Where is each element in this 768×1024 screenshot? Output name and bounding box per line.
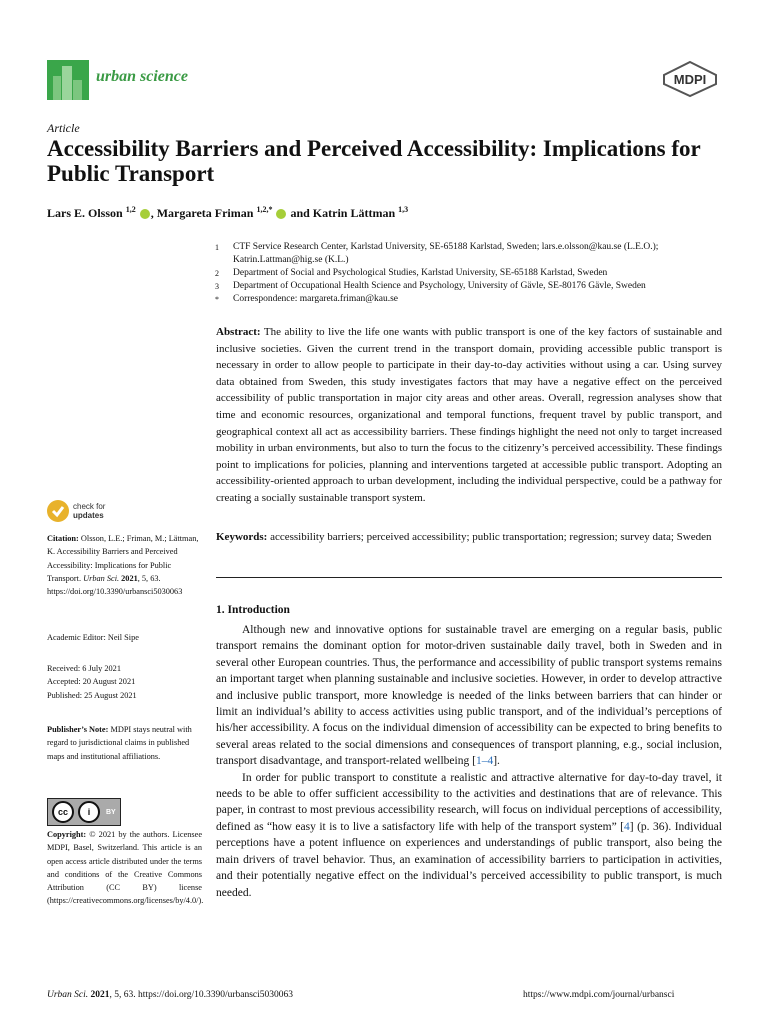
- publisher-note: [47, 723, 202, 763]
- check-updates-line1: check for: [73, 502, 106, 511]
- affiliation-number: *: [215, 295, 219, 304]
- author-affil: 1,2: [125, 205, 136, 214]
- affiliation-text: Department of Social and Psychological Studies, Karlstad University, SE-65188 Karlstad, Sweden: [233, 268, 608, 278]
- copyright: [47, 828, 202, 908]
- academic-editor: Academic Editor: Neil Sipe: [47, 633, 139, 642]
- keywords-label: Keywords:: [216, 531, 268, 543]
- copyright-text: © 2021 by the authors. Licensee MDPI, Basel, Switzerland. This article is an open access article distributed under the terms and conditions of the Creative Commons Attribution (CC BY) license (https://creativecommons.org/licenses/by/4.0/).: [47, 830, 204, 906]
- paragraph-text: Although new and innovative options for sustainable travel are emerging on a regular basis, public transport remains the dominant option for motor-driven sustainable daily travel, both in Sweden and in several other European countries. Thus, the performance and accessibility of public transport systems remains an important target when planning sustainable and inclusive societies. However, in order to develop attractive and inclusive public transport, more knowledge is needed of the links between barriers that can hinder or limit an individual’s ability to access activities using public transport, and of the individual’s perceptions of his/her accessibility. A focus on the individual dimension of accessibility can be expected to bring benefits to several areas related to the social dimensions and consequences of transport planning, e.g., social inclusion, transport disadvantage, and transport-related wellbeing [: [216, 624, 722, 768]
- affiliation-item: [215, 280, 725, 293]
- check-for-updates[interactable]: [47, 500, 105, 522]
- orcid-icon[interactable]: [276, 209, 286, 219]
- dates: [47, 662, 202, 702]
- cc-by-label: BY: [106, 808, 116, 816]
- citation-link[interactable]: 1–4: [475, 755, 494, 768]
- citation-year: 2021: [121, 573, 138, 583]
- accepted-date: Accepted: 20 August 2021: [47, 677, 136, 687]
- affiliation-text: Department of Occupational Health Science and Psychology, University of Gävle, SE-80176 Gävle, Sweden: [233, 281, 646, 291]
- affiliation-text: CTF Service Research Center, Karlstad University, SE-65188 Karlstad, Sweden; lars.e.olsson@kau.se (L.E.O.); Katrin.Lattman@hig.se (K.L.): [233, 242, 659, 265]
- journal-name: urban science: [96, 68, 188, 85]
- author-name: and Katrin Lättman: [290, 206, 396, 220]
- abstract: [216, 324, 722, 507]
- affiliation-item: [215, 267, 725, 280]
- paragraph: [216, 622, 722, 770]
- section-heading: 1. Introduction: [216, 604, 290, 616]
- citation-text: Olsson, L.E.; Friman, M.; Lättman, K. Accessibility Barriers and Perceived Accessibility: Implications for Public Transport.: [47, 534, 199, 583]
- affiliation-number: 3: [215, 282, 219, 291]
- footer-journal-url[interactable]: https://www.mdpi.com/journal/urbansci: [523, 990, 675, 1000]
- check-updates-line2: updates: [73, 511, 104, 520]
- citation-link[interactable]: 4: [624, 820, 630, 833]
- section-divider: [216, 577, 722, 578]
- by-person-icon: i: [78, 801, 100, 823]
- paragraph-text: In order for public transport to constitute a realistic and attractive alternative for day-to-day travel, it needs to be able to offer sufficient accessibility to the activities and destinations that are of relevance. This paper, in contrast to most previous accessibility research, will focus on individual perceptions of accessibility, defined as “how easy it is to live a satisfactory life with help of the transport system” [: [216, 771, 722, 833]
- cc-icon: cc: [52, 801, 74, 823]
- footer-journal: Urban Sci.: [47, 990, 89, 1000]
- affiliations: [215, 241, 725, 306]
- orcid-icon[interactable]: [140, 209, 150, 219]
- paper-title: Accessibility Barriers and Perceived Accessibility: Implications for Public Transport: [47, 136, 701, 186]
- mdpi-logo: [660, 60, 720, 103]
- author-name: Lars E. Olsson: [47, 206, 123, 220]
- mdpi-text: MDPI: [673, 72, 707, 87]
- affiliation-item: [215, 241, 725, 267]
- abstract-text: The ability to live the life one wants with public transport is one of the key factors of sustainable and inclusive societies. Given the current trend in the transport domain, providing accessible public transport is necessary in order to allow people to participate in their day-to-day activities without using a car. Using survey data obtained from Sweden, this study investigates factors that may have a negative effect on the perceived accessibility of public transportation in major city areas and other areas. Overall, regression analyses show that time and economic resources, organizational and temporal functions, frequent travel by public transport, and geographical context all act as accessibility barriers. These findings highlight the need not only to target increased mobility in urban environments, but also to turn the focus to the citizenry’s perceived accessibility. These findings point to implications for policies, planning and interventions targeted at accessible public transport. Adopting an accessibility-oriented approach to urban development, including the individual perspective, could be a pathway for creating a socially sustainable transport system.: [216, 326, 722, 504]
- received-date: Received: 6 July 2021: [47, 664, 121, 673]
- paragraph-text: ].: [493, 755, 500, 768]
- citation-label: Citation:: [47, 534, 79, 543]
- journal-logo: [47, 60, 89, 100]
- author-affil: 1,2,*: [256, 205, 273, 214]
- paragraph: [216, 770, 722, 901]
- citation-journal: Urban Sci.: [83, 573, 120, 583]
- footer-year: 2021: [90, 990, 110, 1000]
- published-date: Published: 25 August 2021: [47, 690, 137, 700]
- abstract-label: Abstract:: [216, 326, 261, 338]
- affiliation-text: Correspondence: margareta.friman@kau.se: [233, 294, 398, 304]
- keywords-text: accessibility barriers; perceived accessibility; public transportation; regression; survey data; Sweden: [270, 531, 712, 543]
- affiliation-item: [215, 293, 725, 306]
- article-type: Article: [47, 121, 80, 135]
- affiliation-number: 2: [215, 269, 219, 278]
- body-text: [216, 622, 722, 901]
- footer-doi[interactable]: , 5, 63. https://doi.org/10.3390/urbansci5030063: [109, 990, 294, 1000]
- author-affil: 1,3: [398, 205, 409, 214]
- footer-citation: [47, 990, 293, 1000]
- check-updates-icon: [47, 500, 69, 522]
- citation-block: [47, 532, 202, 598]
- affiliation-number: 1: [215, 243, 219, 252]
- check-updates-label: [73, 502, 105, 520]
- keywords: [216, 529, 722, 545]
- author-list: Lars E. Olsson $^{1,2}$ , Margareta Friman $^{1,2,*}$ and Katrin Lättman $^{1,3}$: [47, 205, 409, 220]
- publisher-note-label: Publisher’s Note:: [47, 725, 109, 734]
- copyright-label: Copyright:: [47, 830, 87, 839]
- paragraph-text: ] (p. 36). Individual perceptions have a potent influence on experiences and understandings of public transport, also being the main drivers of travel behavior. Thus, an examination of accessibility barriers to participation in activities, and their potentially negative effect on the individual’s perceived accessibility to public transport, is much needed.: [216, 820, 722, 899]
- author-name: Margareta Friman: [156, 206, 254, 220]
- cc-by-badge[interactable]: [47, 798, 121, 826]
- publisher-note-text: MDPI stays neutral with regard to jurisdictional claims in published maps and institutional affiliations.: [47, 725, 192, 761]
- citation-doi: , 5, 63. https://doi.org/10.3390/urbansci5030063: [47, 573, 183, 597]
